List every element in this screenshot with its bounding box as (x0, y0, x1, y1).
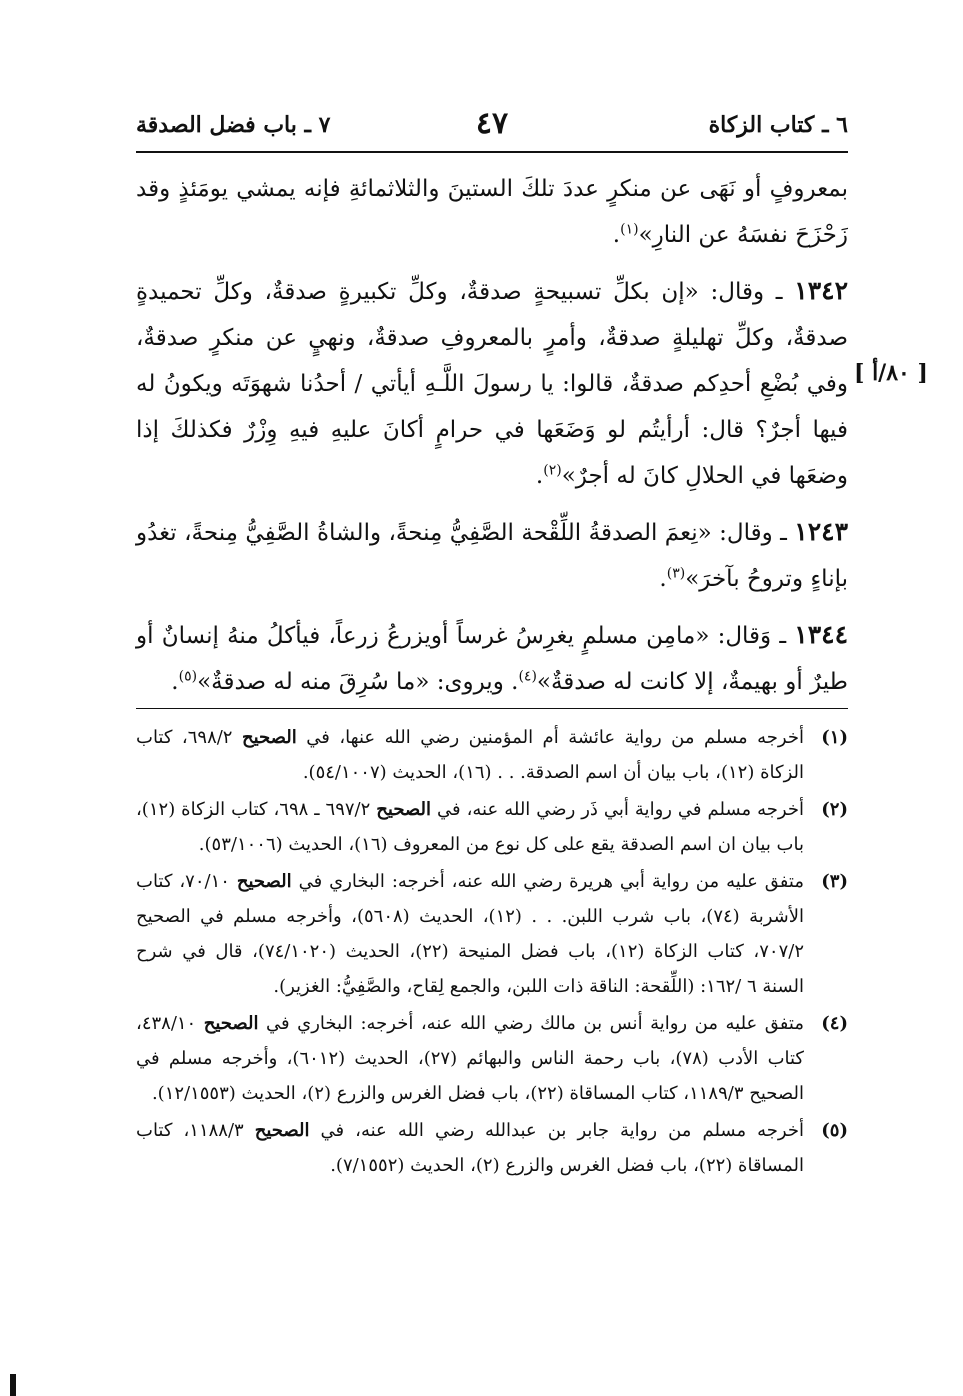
footnote-text: ١١٨٨/٣، كتاب المساقاة (٢٢)، باب فضل الغرس والزرع (٢)، الحديث (٧/١٥٥٢). (136, 1120, 804, 1176)
footnote-text: أخرجه مسلم في رواية أبي ذَر رضي الله عنه، في (437, 799, 804, 820)
hadith-text: ـ وقال: «نِعمَ الصدقةُ اللِّقْحة الصَّفِيُّ مِنحةً، والشاةُ الصَّفِيُّ مِنحةً، تغدُو بإناءٍ وتروحُ بآخرَ» (136, 520, 848, 592)
footnotes (136, 720, 848, 1185)
page-edge-mark (10, 1374, 16, 1396)
footnote-text: أخرجه مسلم من رواية جابر بن عبدالله رضي الله عنه، في (320, 1120, 804, 1141)
footnote-text: ٦٩٧/٢ ـ ٦٩٨، كتاب الزكاة (١٢)، باب بيان ان اسم الصدقة يقع على كل نوع من المعروف (١٦)، الحديث (٥٣/١٠٠٦). (136, 799, 804, 855)
hadith-number: ١٢٤٣ (794, 517, 849, 546)
paragraph-end: . (612, 222, 621, 248)
footnote-item (136, 720, 848, 790)
footnote-ref: (١) (620, 221, 639, 238)
footnote-source: الصحيح (376, 799, 432, 820)
footnote-text: متفق عليه من رواية أنس بن مالك رضي الله عنه، أخرجه: البخاري في (266, 1013, 804, 1034)
footnote-source: الصحيح (241, 727, 297, 748)
footnote-item (136, 792, 848, 862)
paragraph-end: . (535, 463, 544, 489)
footnote-ref: (٤) (518, 668, 537, 685)
footnote-text: ٧٠/١٠، كتاب الأشربة (٧٤)، باب شرب اللبن. . . (١٢)، الحديث (٥٦٠٨)، وأخرجه مسلم في الصحيح ٧٠٧/٢، كتاب الزكاة (١٢)، باب فضل المنيحة (٢٢)، الحديث (٧٤/١٠٢٠)، قال في شرح السنة ٦ /١٦٢: (اللِّقحة: الناقة ذات اللبن، والجمع لِقاح، والصَّفِيُّ: الغزير). (136, 871, 805, 997)
paragraph-end: . (659, 566, 667, 592)
page-number: ٤٧ (475, 106, 509, 141)
paragraph-end: . (171, 669, 179, 695)
footnote-text: أخرجه مسلم من رواية عائشة أم المؤمنين رضي الله عنها، في (306, 727, 804, 748)
footnote-number: (٣) (821, 871, 848, 892)
footnote-item (136, 1113, 848, 1183)
main-text (136, 166, 848, 715)
hadith-text: ـ وقال: «إن بكلِّ تسبيحةٍ صدقةٌ، وكلِّ تكبيرةٍ صدقةٌ، وكلِّ تحميدةٍ صدقةٌ، وكلِّ تهليلةٍ صدقةٌ، وأمرٍ بالمعروفِ صدقةٌ، ونهيٍ عن منكرٍ صدقةٌ، وفي بُضْعِ أحدِكم صدقةٌ، قالوا: يا رسولَ اللَّـهِ أيأتي / أحدُنا شهوَتَه ويكونُ له فيها أجرٌ؟ قال: أرأيتُم لو وَضَعَها في حرامٍ أكانَ عليهِ فيهِ وِزْرٌ فكذلكَ إذا وضعَها في الحلالِ كانَ له أجرٌ» (136, 279, 848, 489)
footnote-ref: (٢) (543, 462, 562, 479)
footnote-ref: (٣) (666, 565, 686, 582)
hadith-number: ١٣٤٢ (794, 276, 849, 305)
paragraph-continuation (136, 166, 848, 258)
footnote-number: (٤) (821, 1013, 848, 1034)
footnote-item (136, 864, 848, 1004)
footnote-item (136, 1006, 848, 1111)
header-divider (136, 151, 848, 153)
running-header (136, 106, 848, 148)
footnote-number: (٥) (821, 1120, 848, 1141)
footnote-source: الصحيح (236, 871, 292, 892)
hadith-1342 (136, 268, 848, 499)
footnote-number: (١) (821, 727, 848, 748)
hadith-1344 (136, 612, 848, 705)
footnote-ref: (٥) (178, 668, 198, 685)
footnote-source: الصحيح (203, 1013, 259, 1034)
hadith-number: ١٣٤٤ (794, 620, 849, 649)
hadith-text-continued: . ويروى: «ما سُرِقَ منه له صدقةٌ» (197, 669, 519, 695)
footnote-text: ٤٣٨/١٠، كتاب الأدب (٧٨)، باب رحمة الناس والبهائم (٢٧)، الحديث (٦٠١٢)، وأخرجه مسلم في الصحيح ١١٨٩/٣، كتاب المساقاة (٢٢)، باب فضل الغرس والزرع (٢)، الحديث (١٢/١٥٥٣). (136, 1013, 804, 1104)
chapter-title: ٦ ـ كتاب الزكاة (708, 112, 848, 138)
footnote-text: متفق عليه من رواية أبي هريرة رضي الله عنه، أخرجه: البخاري في (298, 871, 804, 892)
section-title: ٧ ـ باب فضل الصدقة (136, 112, 331, 138)
manuscript-folio-marker: [ ٨٠/أ ] (854, 360, 928, 386)
footnote-text: ٦٩٨/٢، كتاب الزكاة (١٢)، باب بيان أن اسم الصدقة. . . (١٦)، الحديث (٥٤/١٠٠٧). (136, 727, 804, 783)
paragraph-text: بمعروفٍ أو نَهَى عن منكرٍ عددَ تلكَ الستينَ والثلاثمائةِ فإنه يمشي يومَئذٍ وقد زَحْزَحَ نفسَهُ عن النارِ» (136, 176, 848, 248)
hadith-1243 (136, 509, 848, 602)
footnote-source: الصحيح (254, 1120, 310, 1141)
footnote-number: (٢) (821, 799, 848, 820)
footnote-divider (136, 708, 848, 709)
hadith-text: ـ وَقال: «مامِن مسلمٍ يغرِسُ غرساً أويزرعُ زرعاً، فيأكلُ منهُ إنسانٌ أو طيرٌ أو بهيمةٌ، إلا كانت له صدقةٌ» (136, 623, 848, 695)
